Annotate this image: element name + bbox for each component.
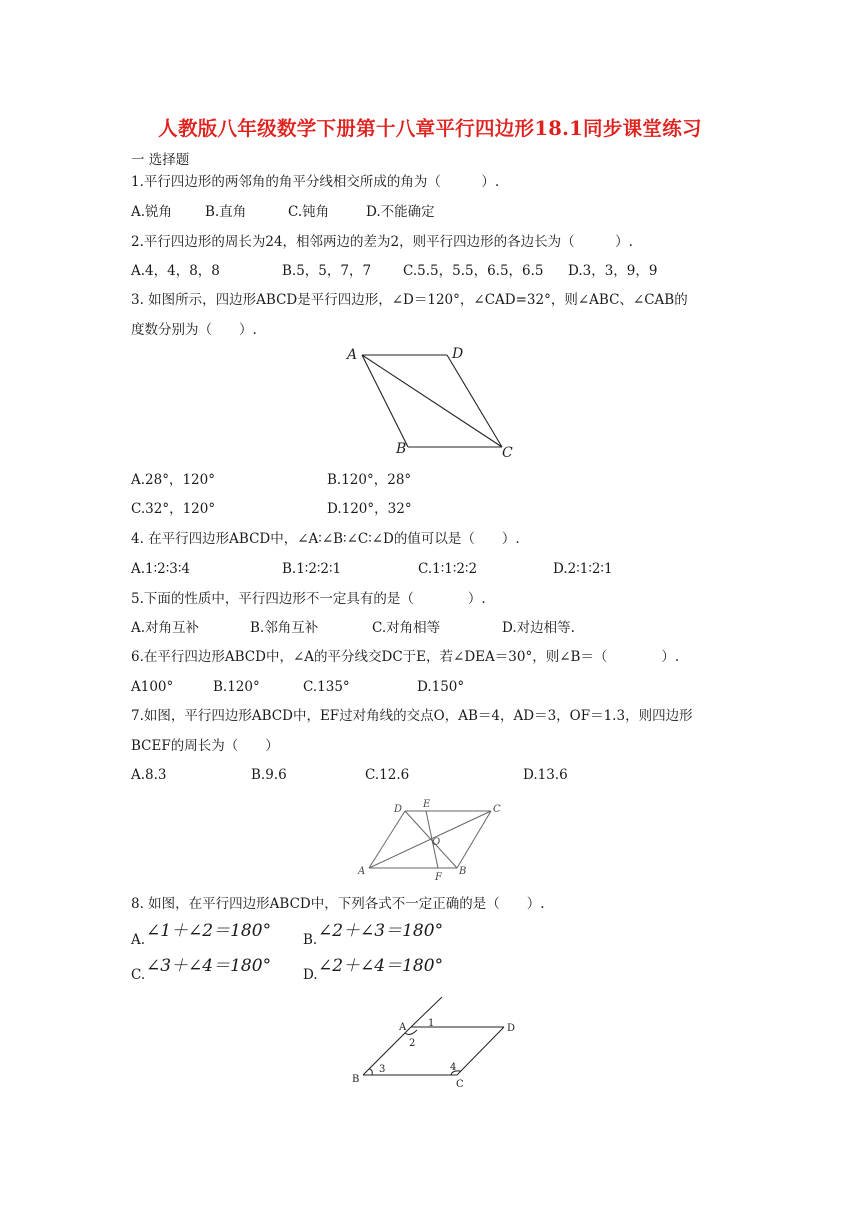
q3-stem-line2: 度数分别为（ ）. xyxy=(131,322,257,338)
q7-label-f: F xyxy=(435,872,442,883)
q4-option-b: B.1∶2∶2∶1 xyxy=(282,561,342,577)
q7-option-d: D.13.6 xyxy=(523,767,568,783)
q7-parallelogram-figure xyxy=(355,797,515,881)
q1-option-c: C.钝角 xyxy=(288,204,330,220)
q1-option-d: D.不能确定 xyxy=(366,204,435,220)
q8-parallelogram-figure xyxy=(345,990,535,1095)
q2-option-d: D.3，3，9，9 xyxy=(568,263,658,279)
q7-option-a: A.8.3 xyxy=(131,767,167,783)
q3-option-b: B.120°，28° xyxy=(327,472,412,488)
q4-stem: 4. 在平行四边形ABCD中，∠A∶∠B∶∠C∶∠D的值可以是（ ）. xyxy=(131,531,520,547)
q2-option-a: A.4，4，8，8 xyxy=(131,263,220,279)
q7-label-o: O xyxy=(432,837,441,848)
q1-option-b: B.直角 xyxy=(205,204,247,220)
q3-label-b: B xyxy=(396,441,407,457)
q3-label-c: C xyxy=(502,445,513,461)
q3-label-a: A xyxy=(347,347,358,363)
q5-option-a: A.对角互补 xyxy=(131,620,200,636)
q6-option-a: A100° xyxy=(131,679,174,695)
q6-option-d: D.150° xyxy=(417,679,465,695)
q2-option-b: B.5，5，7，7 xyxy=(282,263,372,279)
q8-label-b: B xyxy=(352,1074,360,1085)
q8-label-a: A xyxy=(399,1022,407,1033)
q2-stem: 2.平行四边形的周长为24，相邻两边的差为2，则平行四边形的各边长为（ ）. xyxy=(131,234,633,250)
q8-label-angle-1: 1 xyxy=(428,1018,435,1029)
q3-parallelogram-figure xyxy=(340,340,520,465)
q8-option-c-letter: C. xyxy=(131,967,146,983)
q7-stem-line2: BCEF的周长为（ ） xyxy=(131,738,279,754)
q6-option-c: C.135° xyxy=(303,679,350,695)
q8-label-angle-4: 4 xyxy=(450,1062,457,1073)
q1-option-a: A.锐角 xyxy=(131,204,173,220)
q8-label-d: D xyxy=(507,1023,516,1034)
q3-option-c: C.32°，120° xyxy=(131,501,216,517)
q5-option-d: D.对边相等. xyxy=(502,620,575,636)
q3-option-a: A.28°，120° xyxy=(131,472,215,488)
q7-label-a: A xyxy=(358,866,366,877)
q8-stem: 8. 如图，在平行四边形ABCD中，下列各式不一定正确的是（ ）. xyxy=(131,896,545,912)
q6-stem: 6.在平行四边形ABCD中，∠A的平分线交DC于E，若∠DEA＝30°，则∠B＝（ ）. xyxy=(131,649,680,665)
q2-option-c: C.5.5，5.5，6.5，6.5 xyxy=(403,263,544,279)
q7-option-b: B.9.6 xyxy=(251,767,287,783)
q8-label-angle-3: 3 xyxy=(379,1064,386,1075)
q8-option-d-expr: ∠2＋∠4＝180° xyxy=(318,956,444,976)
q3-stem-line1: 3. 如图所示，四边形ABCD是平行四边形，∠D＝120°，∠CAD=32°，则∠ABC、∠CAB的 xyxy=(131,292,688,308)
q4-option-c: C.1∶1∶2∶2 xyxy=(418,561,478,577)
q5-option-c: C.对角相等 xyxy=(372,620,441,636)
q8-option-a-expr: ∠1＋∠2＝180° xyxy=(146,921,272,941)
q5-option-b: B.邻角互补 xyxy=(250,620,319,636)
q8-label-angle-2: 2 xyxy=(409,1038,416,1049)
worksheet-title: 人教版八年级数学下册第十八章平行四边形18.1同步课堂练习 xyxy=(158,117,702,140)
q8-option-b-expr: ∠2＋∠3＝180° xyxy=(318,921,444,941)
q8-option-c-expr: ∠3＋∠4＝180° xyxy=(146,956,272,976)
q1-stem: 1.平行四边形的两邻角的角平分线相交所成的角为（ ）. xyxy=(131,174,500,190)
q5-stem: 5.下面的性质中，平行四边形不一定具有的是（ ）. xyxy=(131,591,486,607)
q8-option-b-letter: B. xyxy=(303,932,318,948)
q4-option-a: A.1∶2∶3∶4 xyxy=(131,561,190,577)
q7-label-e: E xyxy=(423,799,431,810)
q7-label-c: C xyxy=(493,804,501,815)
q8-option-a-letter: A. xyxy=(131,932,146,948)
q7-option-c: C.12.6 xyxy=(365,767,410,783)
q7-label-b: B xyxy=(459,866,467,877)
q8-label-c: C xyxy=(456,1079,464,1090)
q7-label-d: D xyxy=(394,804,403,815)
q3-label-d: D xyxy=(452,346,464,362)
q6-option-b: B.120° xyxy=(213,679,260,695)
q3-option-d: D.120°，32° xyxy=(327,501,412,517)
q4-option-d: D.2∶1∶2∶1 xyxy=(553,561,613,577)
section-heading: 一 选择题 xyxy=(131,152,190,168)
q8-option-d-letter: D. xyxy=(303,967,318,983)
q7-stem-line1: 7.如图，平行四边形ABCD中，EF过对角线的交点O，AB＝4，AD＝3，OF＝1.3，则四边形 xyxy=(131,708,693,724)
